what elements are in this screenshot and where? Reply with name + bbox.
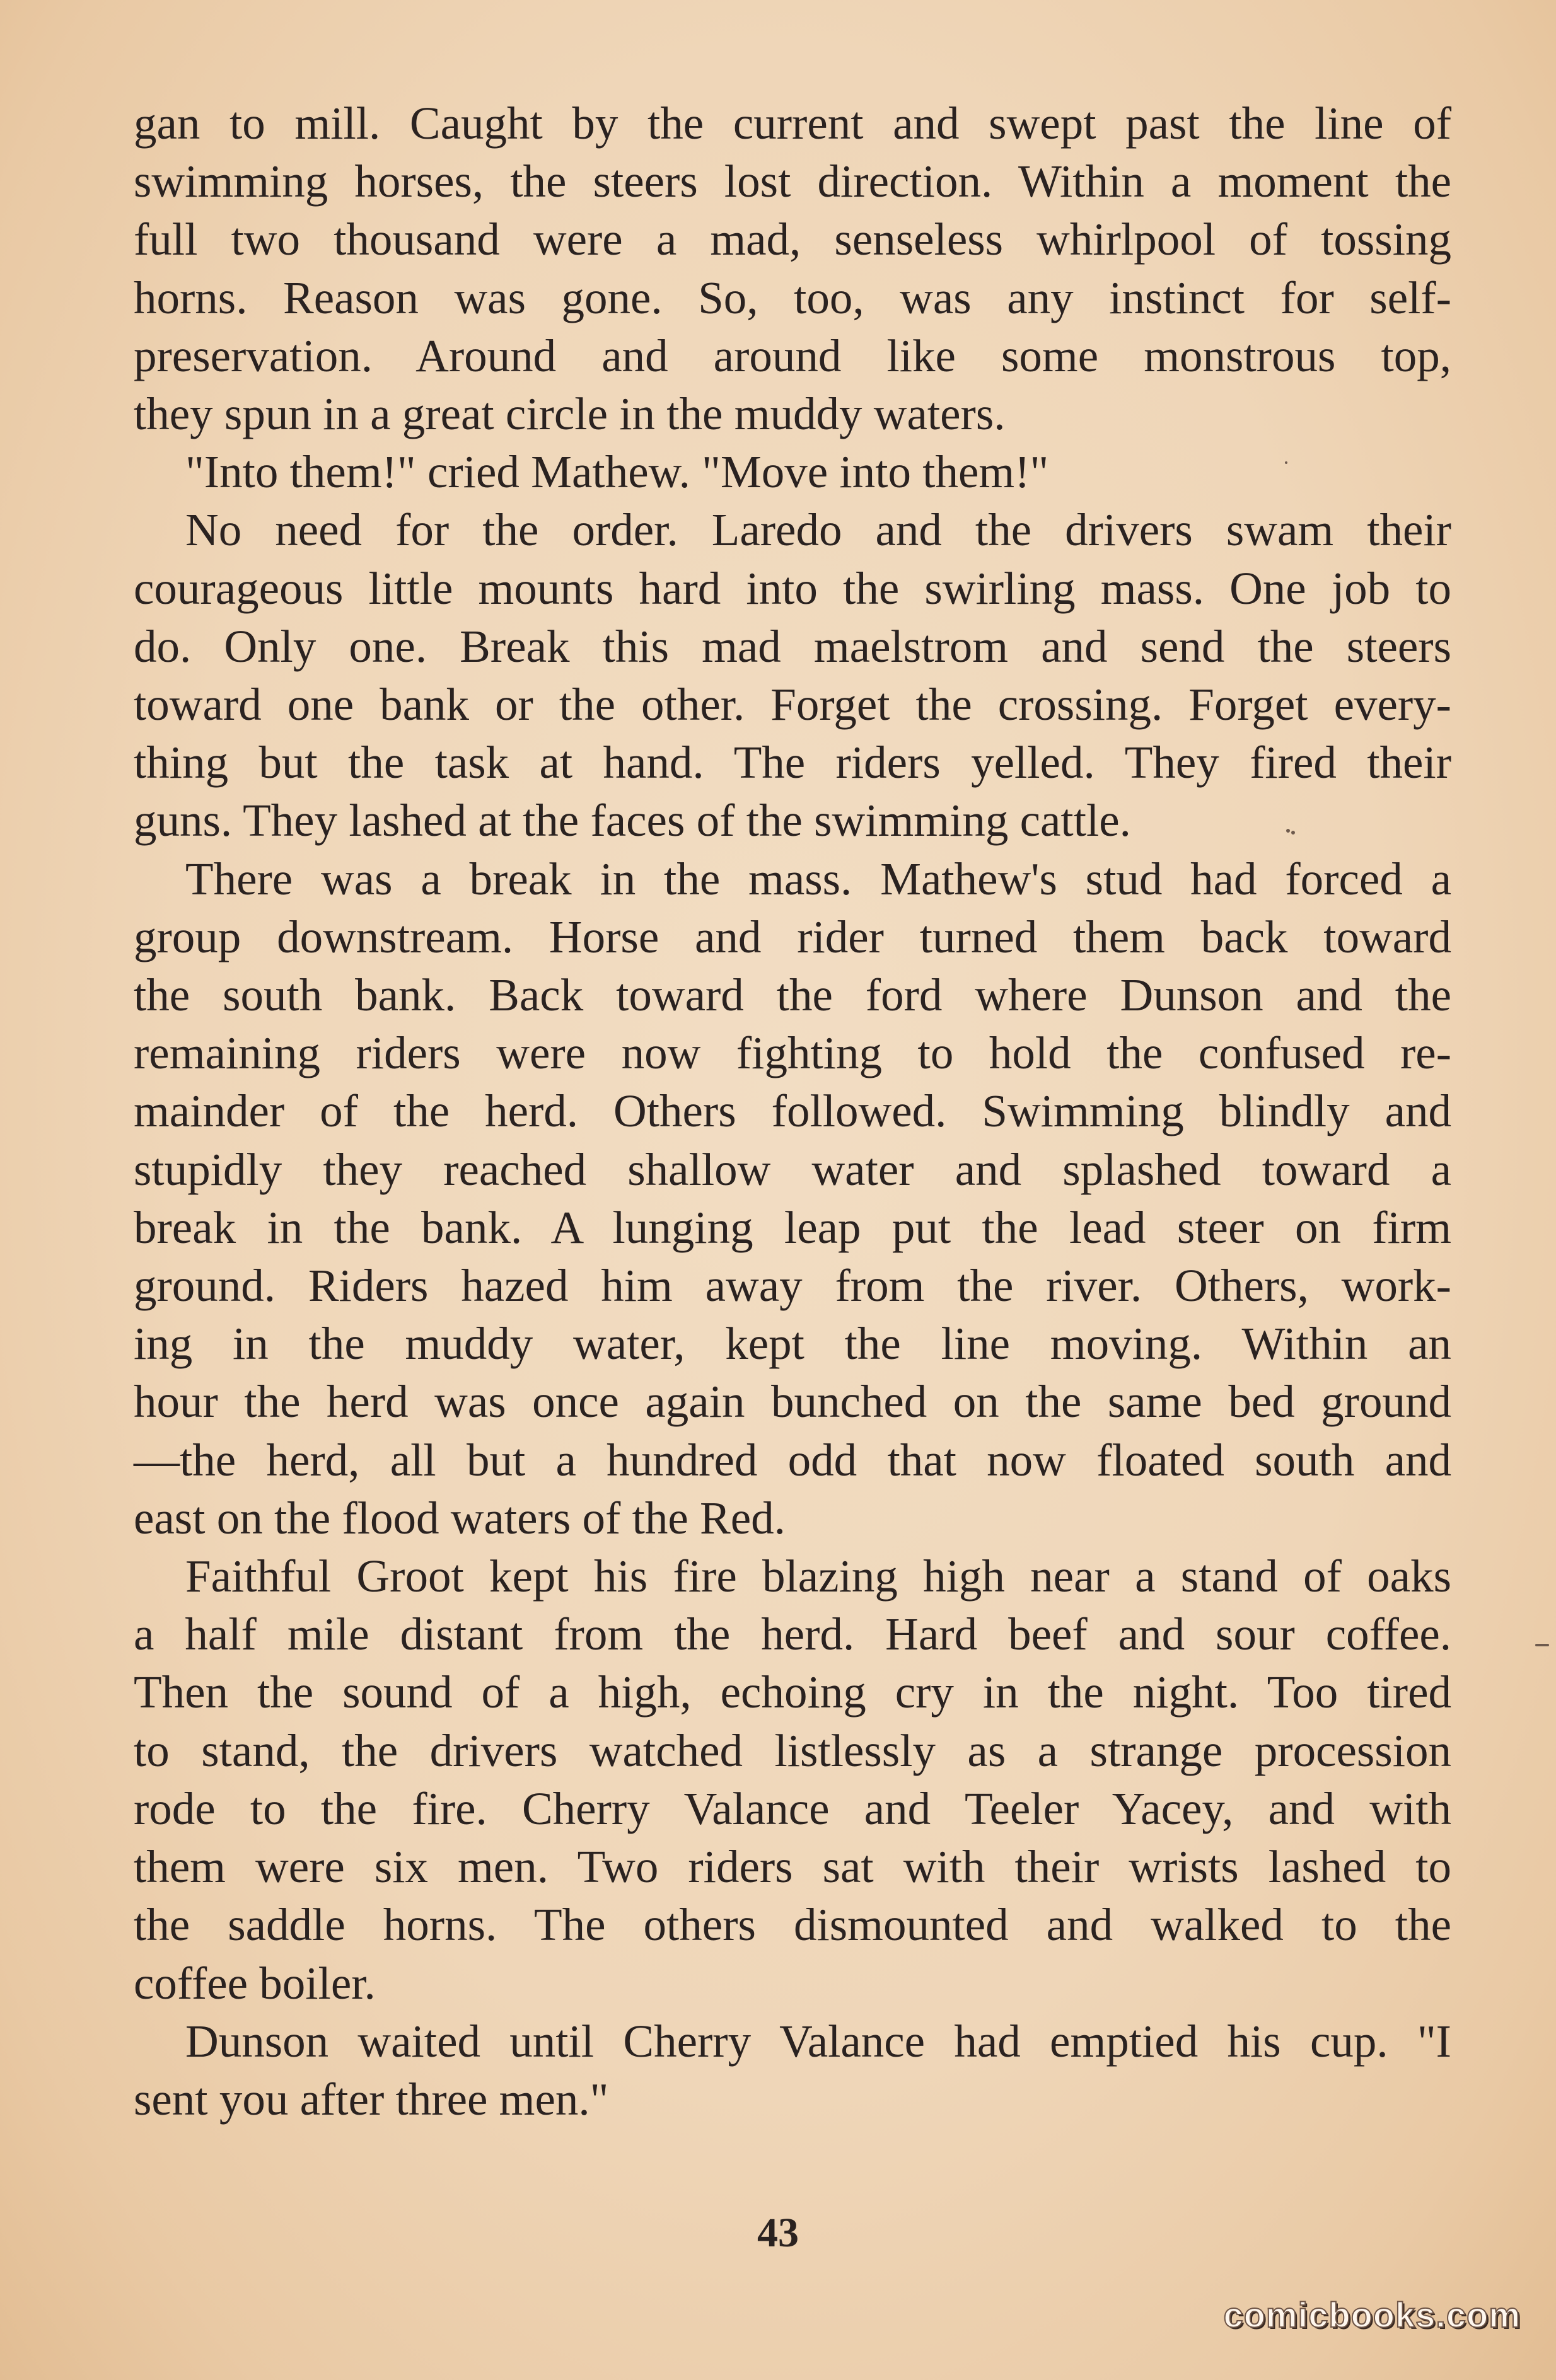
text-line: coffee boiler.: [134, 1957, 376, 2009]
paragraph: [134, 1547, 1451, 2013]
text-line: do. Only one. Break this mad maelstrom and send the steers: [134, 620, 1451, 672]
text-line: stupidly they reached shallow water and splashed toward a: [134, 1143, 1451, 1195]
text-line: guns. They lashed at the faces of the swimming cattle.: [134, 795, 1131, 846]
paragraph: [134, 850, 1451, 1547]
text-line: courageous little mounts hard into the swirling mass. One job to: [134, 562, 1451, 614]
page-number: 43: [757, 2210, 799, 2256]
text-line: horns. Reason was gone. So, too, was any instinct for self-: [134, 272, 1451, 323]
text-line: remaining riders were now fighting to hold the confused re-: [134, 1027, 1451, 1079]
text-line: mainder of the herd. Others followed. Swimming blindly and: [134, 1085, 1451, 1137]
paragraph: [134, 443, 1451, 501]
text-line: sent you after three men.": [134, 2073, 609, 2125]
text-line: full two thousand were a mad, senseless whirlpool of tossing: [134, 214, 1451, 265]
text-line: gan to mill. Caught by the current and swept past the line of: [134, 98, 1451, 149]
text-line: There was a break in the mass. Mathew's stud had forced a: [185, 853, 1451, 904]
paragraph: [134, 95, 1451, 443]
text-line: "Into them!" cried Mathew. "Move into them!": [185, 446, 1049, 498]
text-line: ground. Riders hazed him away from the river. Others, work-: [134, 1260, 1451, 1312]
text-line: rode to the fire. Cherry Valance and Teeler Yacey, and with: [134, 1782, 1451, 1834]
text-line: —the herd, all but a hundred odd that now floated south and: [134, 1434, 1451, 1486]
text-line: the saddle horns. The others dismounted and walked to the: [134, 1899, 1451, 1951]
text-line: group downstream. Horse and rider turned them back toward: [134, 911, 1451, 962]
text-line: them were six men. Two riders sat with their wrists lashed to: [134, 1841, 1451, 1893]
text-line: they spun in a great circle in the muddy waters.: [134, 388, 1006, 440]
body-text: [134, 95, 1451, 2129]
paper-speck: [1291, 831, 1295, 835]
text-line: hour the herd was once again bunched on the same bed ground: [134, 1376, 1451, 1428]
text-line: swimming horses, the steers lost direction. Within a moment the: [134, 156, 1451, 207]
paper-speck: [1285, 461, 1287, 464]
text-line: east on the flood waters of the Red.: [134, 1492, 786, 1544]
text-line: thing but the task at hand. The riders yelled. They fired their: [134, 737, 1451, 789]
text-line: ing in the muddy water, kept the line moving. Within an: [134, 1318, 1451, 1370]
text-line: toward one bank or the other. Forget the crossing. Forget every-: [134, 679, 1451, 731]
text-line: Then the sound of a high, echoing cry in the night. Too tired: [134, 1667, 1451, 1718]
paragraph: [134, 501, 1451, 850]
text-line: Faithful Groot kept his fire blazing high near a stand of oaks: [185, 1551, 1451, 1602]
text-line: a half mile distant from the herd. Hard beef and sour coffee.: [134, 1609, 1451, 1660]
text-line: the south bank. Back toward the ford where Dunson and the: [134, 969, 1451, 1021]
text-line: Dunson waited until Cherry Valance had emptied his cup. "I: [185, 2015, 1451, 2067]
text-line: No need for the order. Laredo and the drivers swam their: [185, 504, 1451, 556]
text-line: break in the bank. A lunging leap put the lead steer on firm: [134, 1201, 1451, 1253]
watermark: comicbooks.com: [1223, 2295, 1521, 2335]
paper-speck: [1535, 1644, 1549, 1646]
paper-speck: [1286, 829, 1290, 833]
text-line: to stand, the drivers watched listlessly as a strange procession: [134, 1724, 1451, 1776]
text-line: preservation. Around and around like some monstrous top,: [134, 330, 1451, 381]
paragraph: [134, 2013, 1451, 2129]
